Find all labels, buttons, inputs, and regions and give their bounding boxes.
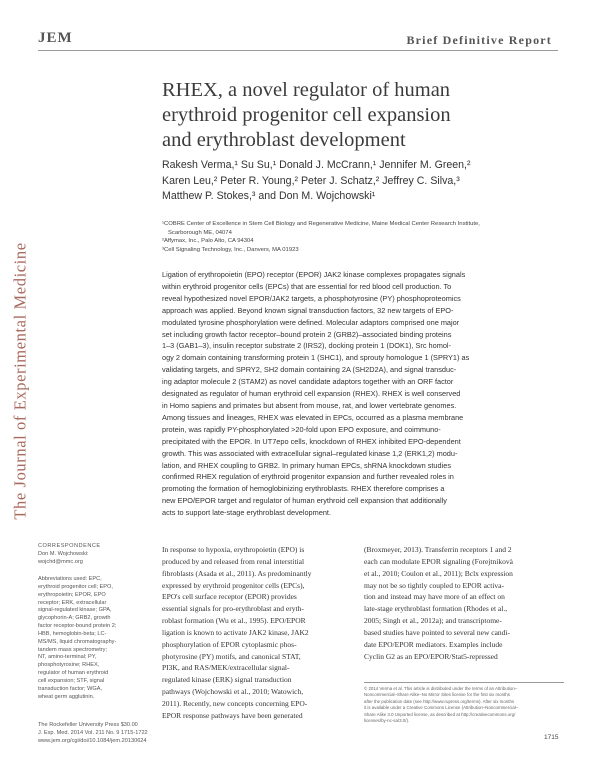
body-line: each can modulate EPOR signaling (Forejtnikovà — [364, 556, 513, 566]
side-journal-title — [5, 236, 37, 526]
abstract-line: set including growth factor receptor–bound protein 2 (GRB2)–associated binding proteins — [162, 329, 452, 339]
title-line: erythroid progenitor cell expansion — [162, 104, 451, 126]
abbreviation-line: erythropoietin; EPOR, EPO — [38, 591, 106, 598]
author-line: Matthew P. Stokes,³ and Don M. Wojchowski¹ — [162, 190, 376, 202]
abstract-line: Among tissues and lineages, RHEX was elevated in EPCs, occurred as a plasma membrane — [162, 412, 464, 422]
affiliations — [162, 220, 582, 254]
correspondence — [38, 543, 156, 567]
abbreviations — [38, 576, 156, 702]
abbreviation-line: phosphotyrosine; RHEX, — [38, 662, 100, 669]
body-line: 2011). Recently, new concepts concerning EPO- — [162, 698, 308, 708]
abstract-line: protein, was rapidly PY-phosphorylated >20-fold upon EPO exposure, and coimmuno- — [162, 424, 441, 434]
body-line: Cyclin G2 as an EPO/EPOR/Stat5-repressed — [364, 651, 498, 661]
abstract-line: ogy 2 domain containing transforming protein 1 (SHC1), and sprouty homologue 1 (SPRY1) as — [162, 353, 470, 363]
body-line: EPO's cell surface receptor (EPOR) provides — [162, 592, 297, 602]
footer-doi-link[interactable]: www.jem.org/cgi/doi/10.1084/jem.20130624 — [38, 737, 147, 744]
abbreviation-line: erythroid progenitor cell; EPO, — [38, 583, 113, 590]
body-line: produced by and released from renal interstitial — [162, 556, 305, 566]
affiliation-line: ³Cell Signaling Technology, Inc., Danvers, MA 01923 — [162, 246, 299, 253]
body-column-1 — [162, 544, 354, 722]
correspondence-heading: CORRESPONDENCE — [38, 543, 101, 549]
abstract-line: promoting the formation of hemoglobinizing erythroblasts. RHEX therefore comprises a — [162, 484, 445, 494]
abstract-line: within erythroid progenitor cells (EPCs) that are essential for red blood cell production. To — [162, 281, 452, 291]
body-line: date EPO/EPOR mediators. Examples include — [364, 639, 503, 649]
abbreviation-line: wheat germ agglutinin. — [38, 693, 95, 700]
license-line: © 2014 Verma et al. This article is distributed under the terms of an Attribution– — [364, 686, 518, 691]
section-tag: Brief Definitive Report — [406, 33, 552, 47]
author-line: Karen Leu,² Peter R. Young,² Peter J. Schatz,² Jeffrey C. Silva,³ — [162, 174, 460, 187]
body-line: (Broxmeyer, 2013). Transferrin receptors 1 and 2 — [364, 545, 512, 554]
license-line: Share Alike 3.0 Unported license, as described at http://creativecommons.org/ — [364, 711, 516, 717]
correspondence-name: Don M. Wojchowski: — [38, 550, 89, 557]
abbreviation-line: regulator of human erythroid — [38, 670, 109, 677]
license-line: licenses/by-nc-sa/3.0/). — [364, 718, 410, 724]
footer-line: The Rockefeller University Press $30.00 — [38, 722, 138, 728]
affiliation-line: ²Affymax, Inc., Palo Alto, CA 94304 — [162, 238, 254, 245]
body-line: 2005; Singh et al., 2012a); and transcriptome- — [364, 616, 502, 626]
license-line: after the publication date (see http://www.rupress.org/terms). After six months — [364, 698, 515, 704]
article-title — [162, 78, 562, 153]
body-line: based studies have pointed to several new candi- — [364, 627, 510, 637]
abbreviation-line: transduction factor; WGA, — [38, 685, 103, 692]
body-line: regulated kinase (ERK) signal transduction — [162, 675, 292, 685]
body-line: photyrosine (PY) motifs, and canonical STAT, — [162, 651, 301, 661]
journal-logo: JEM — [38, 30, 73, 46]
abbreviation-line: signal-regulated kinase; GPA, — [38, 607, 112, 614]
body-line: fibroblasts (Asada et al., 2011). As predominantly — [162, 568, 312, 578]
body-line: PI3K, and RAS/MEK/extracellular signal- — [162, 663, 290, 673]
publisher-footer — [38, 722, 238, 745]
page-number: 1715 — [544, 734, 559, 741]
body-line: pathways (Wojchowski et al., 2010; Watowich, — [162, 687, 304, 697]
abbreviation-line: MS/MS, liquid chromatography- — [38, 638, 117, 645]
abstract-line: 1–3 (GAB1–3), insulin receptor substrate 2 (IRS2), docking protein 1 (DOK1), Src homol- — [162, 341, 451, 351]
body-line: ligation is known to activate JAK2 kinase, JAK2 — [162, 627, 309, 637]
abstract-line: approach was applied. Beyond known signal transduction factors, 32 new targets of EPO- — [162, 305, 454, 315]
abbreviation-line: Abbreviations used: EPC, — [38, 576, 102, 582]
abstract-line: precipitated with the EPOR. In UT7epo cells, knockdown of RHEX inhibited EPO-dependent — [162, 436, 461, 446]
body-line: tion and instead may have more of an effect on — [364, 592, 505, 602]
body-line: et al., 2010; Coulon et al., 2011); Bclx expression — [364, 568, 513, 578]
footer-line: J. Exp. Med. 2014 Vol. 211 No. 9 1715-1722 — [38, 729, 148, 736]
abstract-line: modulated tyrosine phosphorylation were defined. Molecular adaptors comprised one major — [162, 317, 460, 327]
body-line: may not be so tightly coupled to EPOR activa- — [364, 580, 504, 590]
body-line: late-stage erythroblast formation (Rhodes et al., — [364, 604, 508, 614]
license-notice — [364, 682, 564, 724]
abstract-line: ing adaptor molecule 2 (STAM2) as novel candidate adaptors together with an ORF factor — [162, 377, 454, 387]
abbreviation-line: glycophorin-A; GRB2, growth — [38, 615, 111, 622]
body-line: roblast formation (Wu et al., 1995). EPO/EPOR — [162, 616, 306, 626]
author-list — [162, 158, 572, 205]
abstract-line: growth. This was associated with extracellular signal–regulated kinase 1,2 (ERK1,2) modu- — [162, 448, 458, 458]
correspondence-email[interactable]: wojchd@mmc.org — [38, 558, 83, 565]
title-line: and erythroblast development — [162, 129, 406, 151]
abstract-line: reveal hypothesized novel EPOR/JAK2 targets, a phosphotyrosine (PY) phosphoproteomics — [162, 293, 461, 303]
abstract-line: in Homo sapiens and primates but absent from mouse, rat, and lower vertebrate genomes. — [162, 400, 457, 410]
author-line: Rakesh Verma,¹ Su Su,¹ Donald J. McCrann,¹ Jennifer M. Green,² — [162, 159, 471, 171]
body-line: essential signals for pro-erythroblast and eryth- — [162, 604, 304, 614]
abstract-line: designated as regulator of human erythroid cell expansion (RHEX). RHEX is well conserved — [162, 389, 461, 399]
side-journal-title-text: The Journal of Experimental Medicine — [11, 242, 31, 520]
body-line: expressed by erythroid progenitor cells (EPCs), — [162, 580, 305, 590]
title-line: RHEX, a novel regulator of human — [162, 79, 451, 101]
abbreviation-line: tandem mass spectrometry; — [38, 646, 108, 653]
abbreviation-line: cell expansion; STF, signal — [38, 677, 105, 684]
abstract-line: acts to support late-stage erythroblast development. — [162, 508, 331, 518]
abstract — [162, 269, 572, 519]
abbreviation-line: NT, amino-terminal; PY, — [38, 654, 97, 661]
abbreviation-line: factor receptor-bound protein 2; — [38, 623, 117, 630]
body-line: phosphorylation of EPOR cytoplasmic phos- — [162, 639, 297, 649]
body-column-2 — [364, 544, 564, 662]
license-line: Noncommercial–Share Alike–No Mirror Sites license for the first six months — [364, 692, 510, 698]
abstract-line: new EPO/EPOR target and regulator of human erythroid cell expansion that additionally — [162, 496, 447, 506]
abstract-line: lation, and RHEX coupling to GRB2. In primary human EPCs, shRNA knockdown studies — [162, 460, 451, 470]
abstract-line: confirmed RHEX regulation of erythroid progenitor expansion and further revealed roles in — [162, 472, 454, 482]
header-divider — [38, 50, 558, 51]
body-line: EPOR response pathways have been generated — [162, 710, 303, 720]
affiliation-line: ¹COBRE Center of Excellence in Stem Cell Biology and Regenerative Medicine, Maine Medical Center Research Institute, — [162, 221, 480, 227]
abbreviation-line: receptor; ERK, extracellular — [38, 599, 107, 606]
license-line: it is available under a Creative Commons License (Attribution–Noncommercial– — [364, 705, 519, 711]
body-line: In response to hypoxia, erythropoietin (EPO) is — [162, 545, 305, 554]
abstract-line: validating targets, and SPRY2, SH2 domain containing 2A (SH2D2A), and signal transduc- — [162, 365, 457, 375]
abbreviation-line: HBB, hemoglobin-beta; LC- — [38, 630, 107, 637]
abstract-line: Ligation of erythropoietin (EPO) receptor (EPOR) JAK2 kinase complexes propagates signals — [162, 270, 466, 279]
affiliation-line: Scarborough ME, 04074 — [168, 229, 232, 236]
